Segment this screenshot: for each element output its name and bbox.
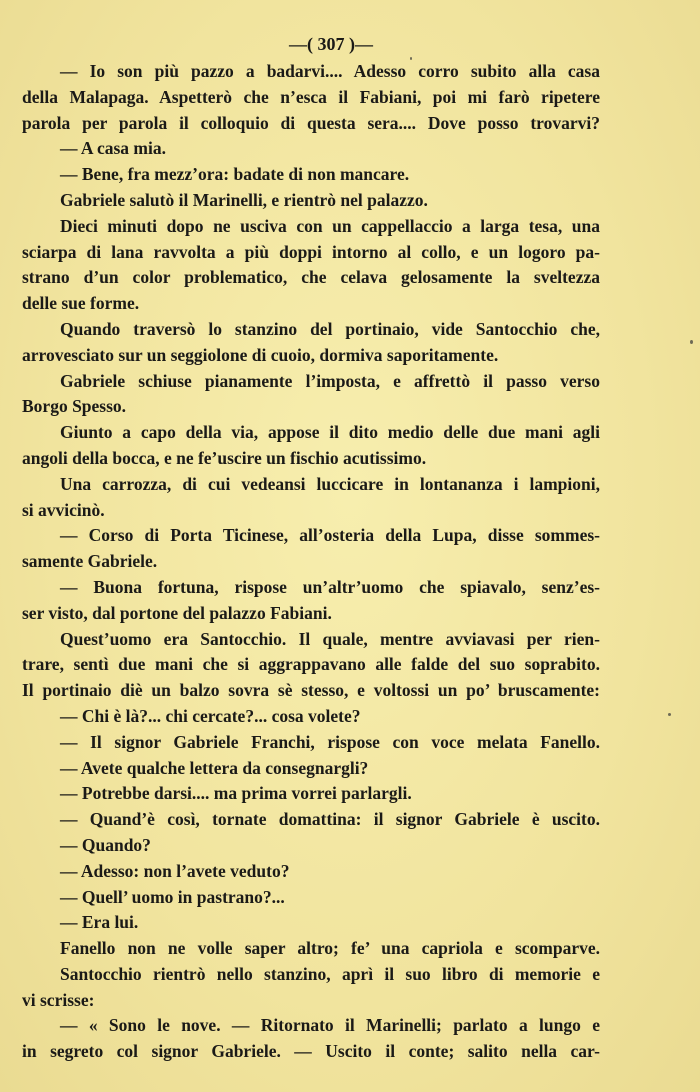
paper-speck: [690, 340, 693, 344]
text-line: Il portinaio diè un balzo sovra sè stesso, e voltossi un po’ bruscamente:: [22, 680, 600, 701]
text-line: ser visto, dal portone del palazzo Fabiani.: [22, 602, 332, 623]
text-line: — Buona fortuna, rispose un’altr’uomo che spiavalo, senz’es-: [60, 576, 600, 597]
text-line: delle sue forme.: [22, 293, 140, 314]
text-line: Quando traversò lo stanzino del portinaio, vide Santocchio che,: [60, 318, 600, 339]
page-body-text: [22, 59, 600, 1065]
text-line: — A casa mia.: [60, 138, 166, 159]
text-line: strano d’un color problematico, che celava gelosamente la sveltezza: [22, 267, 600, 288]
text-line: — Adesso: non l’avete veduto?: [60, 860, 290, 881]
text-line: Gabriele salutò il Marinelli, e rientrò nel palazzo.: [60, 189, 428, 210]
text-line: angoli della bocca, e ne fe’uscire un fischio acutissimo.: [22, 447, 427, 468]
text-line: parola per parola il colloquio di questa sera.... Dove posso trovarvi?: [22, 112, 600, 133]
text-line: Borgo Spesso.: [22, 396, 127, 417]
text-line: sciarpa di lana ravvolta a più doppi intorno al collo, e un logoro pa-: [22, 241, 600, 262]
text-line: — Bene, fra mezz’ora: badate di non mancare.: [60, 164, 410, 185]
text-line: — Quand’è così, tornate domattina: il signor Gabriele è uscito.: [60, 809, 600, 830]
text-line: della Malapaga. Aspetterò che n’esca il Fabiani, poi mi farò ripetere: [22, 86, 600, 107]
text-line: — Quando?: [60, 834, 151, 855]
paper-speck: [410, 57, 412, 60]
text-line: arrovesciato sur un seggiolone di cuoio, dormiva saporitamente.: [22, 344, 499, 365]
text-line: — « Sono le nove. — Ritornato il Marinelli; parlato a lungo e: [60, 1015, 600, 1036]
text-line: vi scrisse:: [22, 989, 95, 1010]
text-line: Quest’uomo era Santocchio. Il quale, mentre avviavasi per rien-: [60, 628, 600, 649]
page-number: —( 307 )—: [289, 34, 373, 54]
text-line: Una carrozza, di cui vedeansi luccicare in lontananza i lampioni,: [60, 473, 600, 494]
text-line: — Era lui.: [60, 912, 139, 933]
text-line: Fanello non ne volle saper altro; fe’ una capriola e scomparve.: [60, 938, 600, 959]
text-line: — Io son più pazzo a badarvi.... Adesso corro subito alla casa: [60, 61, 600, 81]
text-line: Santocchio rientrò nello stanzino, aprì il suo libro di memorie e: [60, 963, 600, 984]
text-line: si avvicinò.: [22, 499, 105, 520]
paper-speck: [668, 713, 671, 716]
text-line: Giunto a capo della via, appose il dito medio delle due mani agli: [60, 422, 600, 443]
text-line: — Chi è là?... chi cercate?... cosa volete?: [60, 705, 361, 726]
text-line: Gabriele schiuse pianamente l’imposta, e affrettò il passo verso: [60, 370, 600, 391]
text-line: — Potrebbe darsi.... ma prima vorrei parlargli.: [60, 783, 412, 804]
text-line: samente Gabriele.: [22, 551, 158, 572]
book-page: [22, 30, 600, 1065]
text-line: in segreto col signor Gabriele. — Uscito il conte; salito nella car-: [22, 1041, 600, 1062]
text-line: — Quell’ uomo in pastrano?...: [60, 886, 285, 907]
text-line: — Corso di Porta Ticinese, all’osteria della Lupa, disse sommes-: [60, 525, 600, 546]
text-line: — Avete qualche lettera da consegnargli?: [60, 757, 369, 778]
text-line: — Il signor Gabriele Franchi, rispose con voce melata Fanello.: [60, 731, 600, 752]
text-line: trare, sentì due mani che si aggrappavano alle falde del suo soprabito.: [22, 654, 600, 675]
text-line: Dieci minuti dopo ne usciva con un cappellaccio a larga tesa, una: [60, 215, 600, 236]
